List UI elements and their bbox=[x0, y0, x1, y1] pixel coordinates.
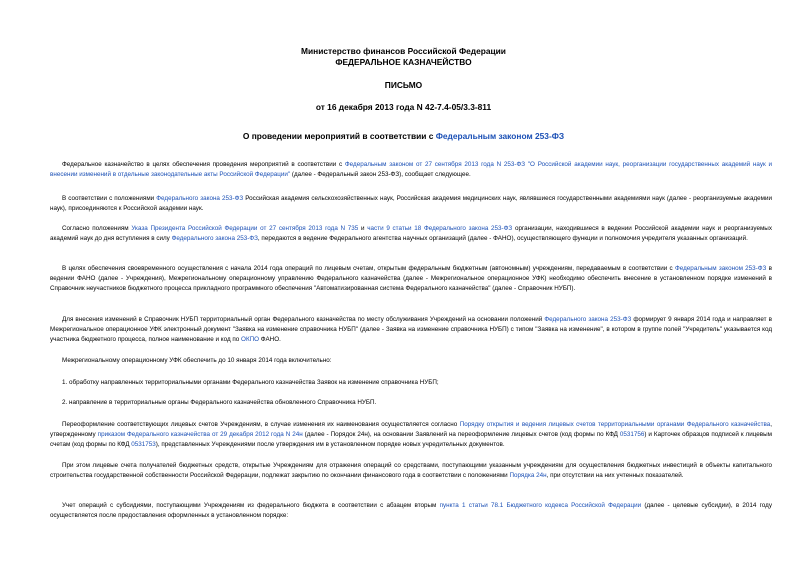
p4-text-b: в ведении ФАНО (далее - Учреждения), Межрегиональному операционному управлению Федерального казначейства (далее - Межрегиональное операционное УФК) необходимо обеспечить внесение в установленном порядке изменений в Справочник неучастников бюджетного процесса прикладного программного обеспечения "Автоматизированная система Федерального казначейства" (далее - Справочник НУБП). bbox=[50, 265, 772, 292]
p9-link-form-0531756[interactable]: 0531756 bbox=[619, 430, 645, 438]
p11-text-b: (далее - целевые субсидии), в 2014 году осуществляется после предоставления оформленных в установленном порядке: bbox=[50, 502, 772, 519]
subject-heading bbox=[0, 131, 807, 142]
paragraph-1 bbox=[50, 160, 772, 180]
p9-link-order[interactable]: приказом Федерального казначейства от 29 декабря 2012 года N 24н bbox=[97, 430, 303, 438]
p9-text-c: (далее - Порядок 24н), на основании Заявлений на переоформление лицевых счетов (код формы по КФД bbox=[302, 430, 620, 438]
subject-prefix: О проведении мероприятий в соответствии с bbox=[242, 131, 436, 141]
p9-text-a: Переоформление соответствующих лицевых счетов Учреждениям, в случае изменения их наименования осуществляется согласно bbox=[62, 421, 460, 428]
paragraph-9 bbox=[50, 420, 772, 449]
ministry-heading: Министерство финансов Российской Федерации bbox=[301, 46, 506, 56]
p11-link-budget-code[interactable]: пункта 1 статьи 78.1 Бюджетного кодекса Российской Федерации bbox=[439, 502, 642, 509]
p6-text-a: Межрегиональному операционному УФК обеспечить до 10 января 2014 года включительно: bbox=[62, 357, 332, 364]
paragraph-7 bbox=[50, 378, 772, 388]
p2-text-b: Российская академия сельскохозяйственных наук, Российская академия медицинских наук, являвшиеся государственными академиями наук (далее - реорганизуемые академии наук), присоединяются к Российской академии наук. bbox=[50, 195, 772, 212]
paragraph-6 bbox=[50, 356, 772, 366]
paragraph-4 bbox=[50, 264, 772, 293]
p3-text-a: Согласно положениям bbox=[62, 225, 132, 232]
p9-link-procedure[interactable]: Порядку открытия и ведения лицевых счетов территориальными органами Федерального казначейства bbox=[459, 421, 771, 428]
p2-link-law[interactable]: Федерального закона 253-ФЗ bbox=[156, 195, 244, 202]
paragraph-5 bbox=[50, 315, 772, 344]
p10-text-b: , при отсутствии на них учтенных показателей. bbox=[546, 471, 684, 479]
p3-text-b: и bbox=[358, 225, 368, 232]
doc-type-heading: ПИСЬМО bbox=[384, 80, 423, 90]
paragraph-10 bbox=[50, 461, 772, 481]
paragraph-11 bbox=[50, 501, 772, 521]
p3-link-article[interactable]: части 9 статьи 18 Федерального закона 253-ФЗ bbox=[367, 225, 513, 232]
p1-text-a: Федеральное казначейство в целях обеспечения проведения мероприятий в соответствии с bbox=[62, 161, 345, 168]
p8-text-a: 2. направление в территориальные органы Федерального казначейства обновленного Справочника НУБП. bbox=[62, 399, 377, 406]
p5-link-law[interactable]: Федерального закона 253-ФЗ bbox=[544, 316, 632, 323]
p9-text-e: ), представленных Учреждениями после утверждения им в установленном порядке новых учредительных документов. bbox=[155, 440, 505, 448]
p4-link-law[interactable]: Федеральным законом 253-ФЗ bbox=[674, 265, 767, 272]
p9-link-form-0531753[interactable]: 0531753 bbox=[131, 440, 156, 448]
p4-text-a: В целях обеспечения своевременного осуществления с начала 2014 года операций по лицевым счетам, открытым федеральным бюджетным (автономным) учреждениям, передаваемым в соответствии с bbox=[62, 265, 675, 272]
p1-link-law[interactable]: Федеральным законом от 27 сентября 2013 года N 253-ФЗ "О Российской академии наук, реорганизации государственных академий наук и внесении изменений в отдельные законодательные акты Российской Федерации" bbox=[50, 161, 772, 178]
p10-link-procedure[interactable]: Порядка 24н bbox=[509, 471, 547, 479]
p5-link-okpo[interactable]: ОКПО bbox=[241, 335, 260, 343]
p5-text-b: формирует 9 января 2014 года и направляет в Межрегиональное операционное УФК электронный документ "Заявка на изменение справочника НУБП" (далее - Заявка на изменение справочника НУБП) с типом "Заявка на изменение", в котором в группе полей "Учредитель" указывается код участника бюджетного процесса, полное наименование и код по bbox=[50, 316, 772, 343]
p2-text-a: В соответствии с положениями bbox=[62, 195, 157, 202]
p9-text-b: , утвержденному bbox=[50, 421, 772, 438]
subject-law-link[interactable]: Федеральным законом 253-ФЗ bbox=[435, 131, 565, 141]
p9-text-d: ) и Карточек образцов подписей к лицевым счетам (код формы по КФД bbox=[50, 430, 772, 448]
p11-text-a: Учет операций с субсидиями, поступающими Учреждениям из федерального бюджета в соответствии с абзацем вторым bbox=[62, 502, 440, 509]
agency-heading: ФЕДЕРАЛЬНОЕ КАЗНАЧЕЙСТВО bbox=[335, 57, 472, 67]
paragraph-3 bbox=[50, 224, 772, 244]
p5-text-a: Для внесения изменений в Справочник НУБП территориальный орган Федерального казначейства по месту обслуживания Учреждений на основании положений bbox=[62, 316, 545, 323]
p7-text-a: 1. обработку направленных территориальными органами Федерального казначейства Заявок на изменение справочника НУБП; bbox=[62, 379, 439, 386]
p3-link-law[interactable]: Федерального закона 253-ФЗ bbox=[171, 234, 258, 242]
paragraph-2 bbox=[50, 194, 772, 214]
p1-text-b: (далее - Федеральный закон 253-ФЗ), сообщает следующее. bbox=[290, 170, 471, 178]
paragraph-8 bbox=[50, 398, 772, 408]
p3-text-c: организации, находившиеся в ведении Российской академии наук и реорганизуемых академий наук до дня вступления в силу bbox=[50, 225, 772, 242]
p3-text-d: , передаются в ведение Федерального агентства научных организаций (далее - ФАНО), осуществляющего функции и полномочия учредителя указанных организаций. bbox=[257, 234, 748, 242]
p10-text-a: При этом лицевые счета получателей бюджетных средств, открытые Учреждениям для отражения операций со средствами, поступающими указанным учреждениям для осуществления бюджетных инвестиций в объекты капитального строительства государственной собственности Российской Федерации, подлежат закрытию по окончании финансового года в соответствии с положениями bbox=[50, 462, 772, 479]
doc-date-heading: от 16 декабря 2013 года N 42-7.4-05/3.3-811 bbox=[315, 102, 492, 112]
p3-link-decree[interactable]: Указа Президента Российской Федерации от 27 сентября 2013 года N 735 bbox=[131, 225, 359, 232]
p5-text-c: ФАНО. bbox=[259, 335, 281, 343]
